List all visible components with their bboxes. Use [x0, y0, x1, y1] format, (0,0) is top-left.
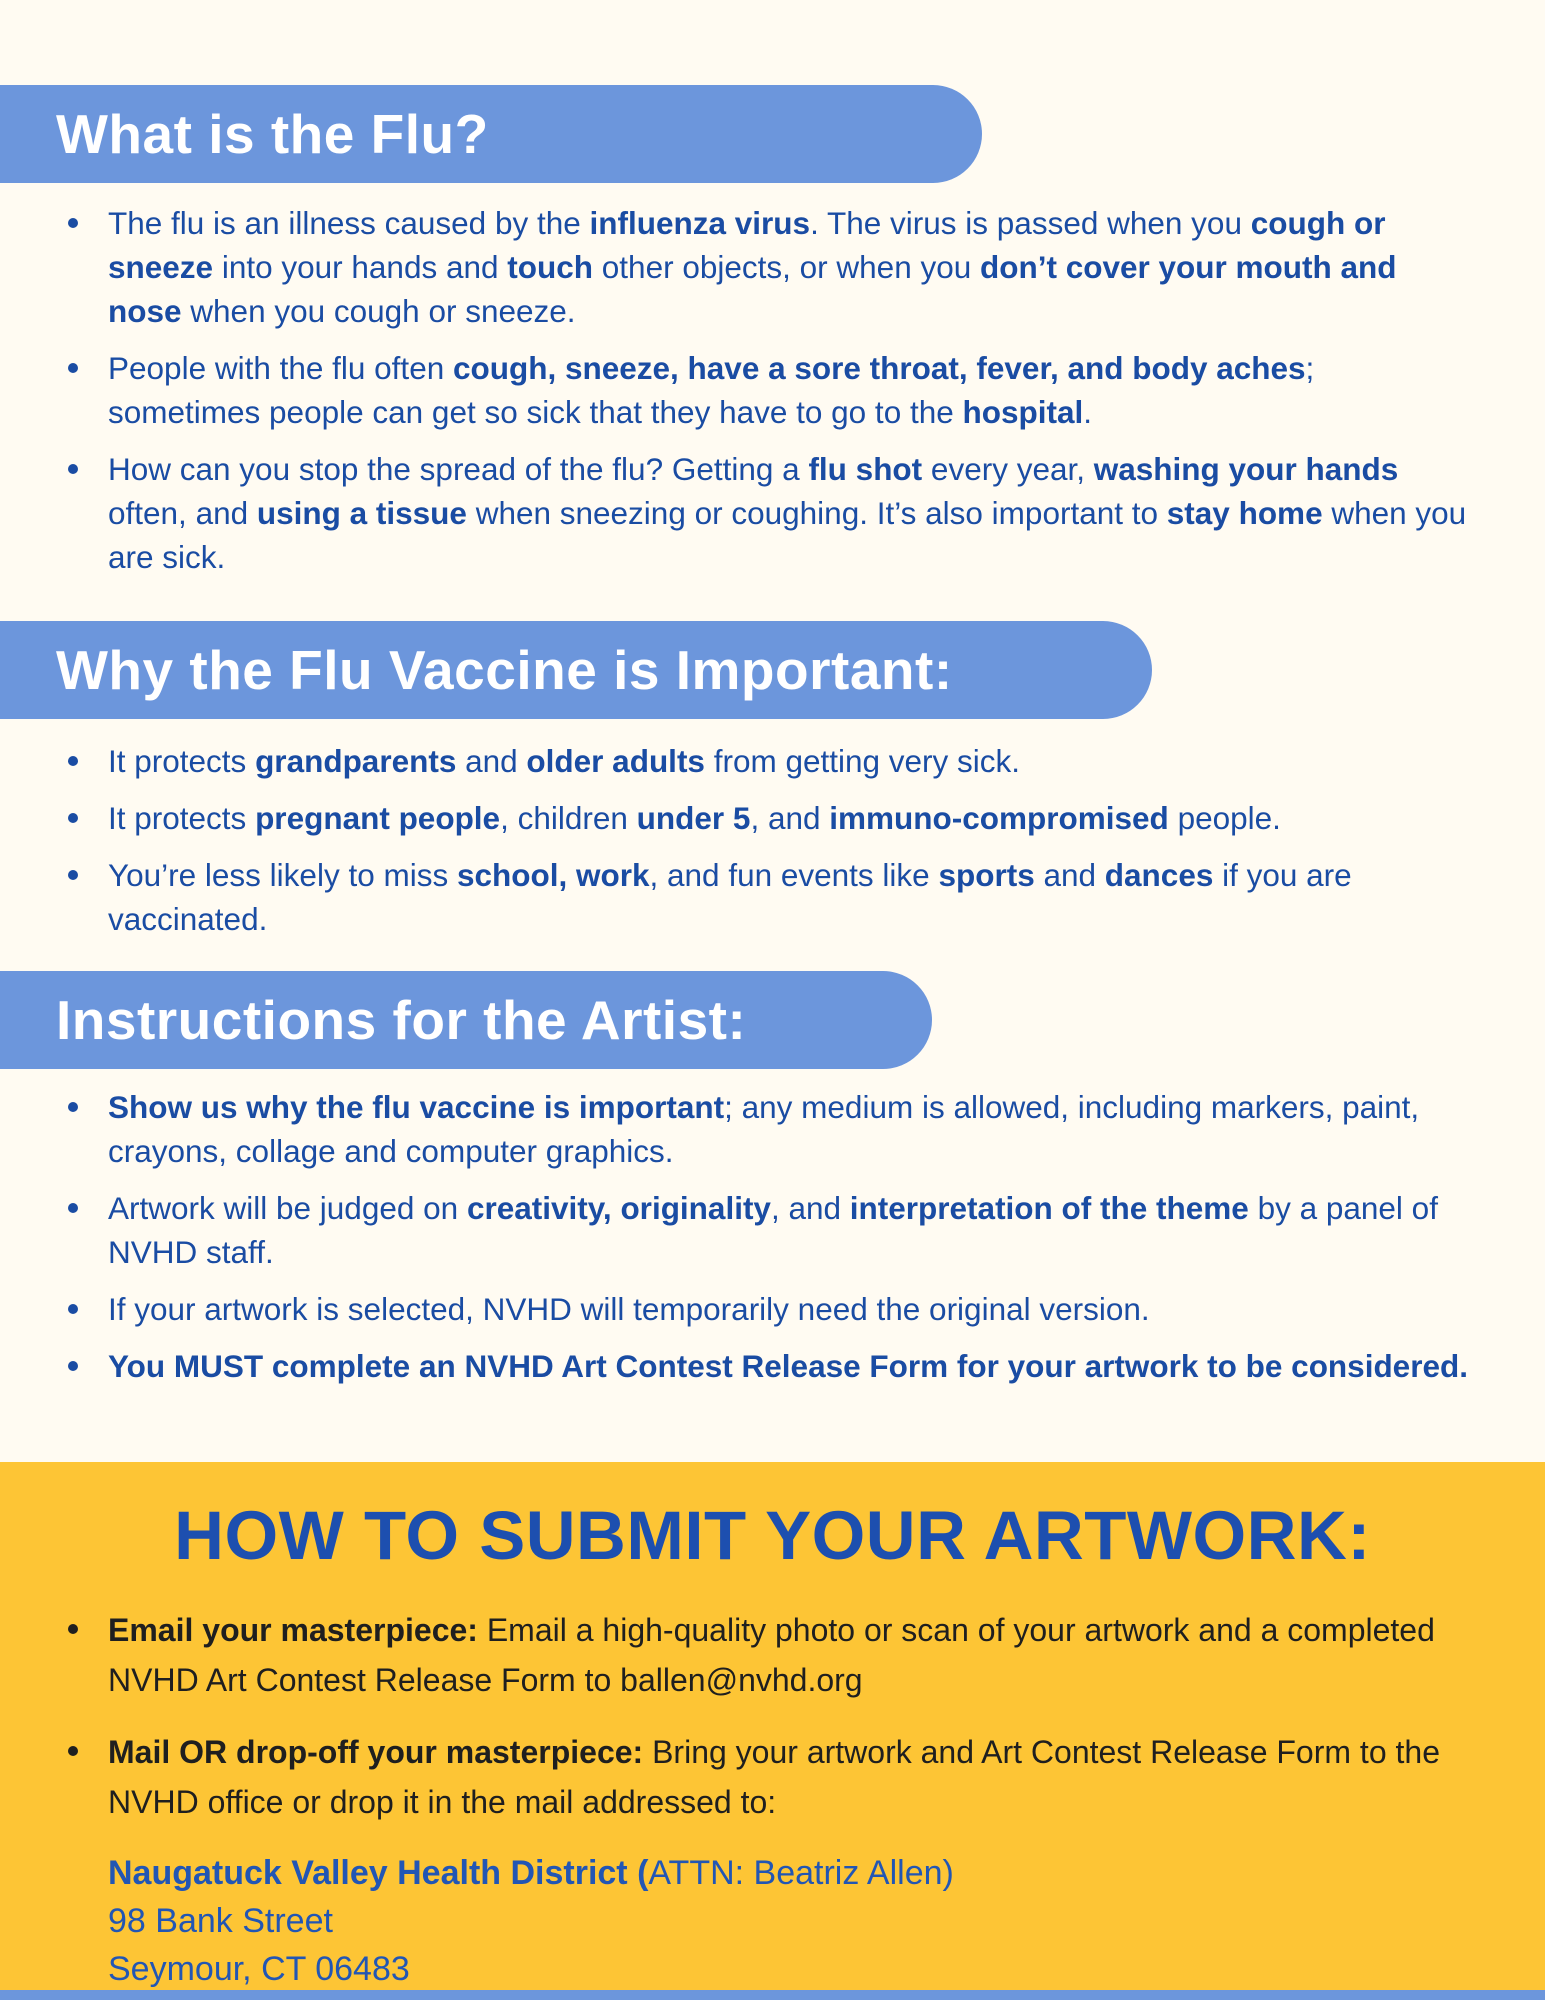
bullet-text: Mail OR drop-off your masterpiece: Bring your artwork and Art Contest Release Form to the NVHD office or drop it in the mail addressed to:: [108, 1734, 1440, 1820]
bullet-text: You’re less likely to miss school, work, and fun events like sports and dances if you are vaccinated.: [108, 857, 1352, 937]
header-bar-why-vaccine-important: [0, 621, 1152, 719]
bullet-dot: [68, 1624, 78, 1634]
header-bar-instructions-artist: [0, 971, 932, 1069]
flu-facts-list: [0, 201, 1545, 579]
submission-options-list: [0, 1605, 1545, 1827]
section-title: Instructions for the Artist:: [56, 989, 747, 1051]
section-title: What is the Flu?: [56, 103, 489, 165]
bullet-text: If your artwork is selected, NVHD will temporarily need the original version.: [108, 1291, 1150, 1327]
list-item: [62, 1085, 1473, 1173]
list-item: [62, 1344, 1473, 1388]
bottom-accent-strip: [0, 1990, 1545, 2000]
address-line-recipient: Naugatuck Valley Health District (ATTN: Beatriz Allen): [108, 1854, 954, 1892]
list-item: [62, 739, 1473, 783]
section-why-vaccine-important: [0, 621, 1545, 941]
list-item: [62, 1186, 1473, 1274]
section-what-is-the-flu: [0, 85, 1545, 579]
bullet-text: Email your masterpiece: Email a high-quality photo or scan of your artwork and a completed NVHD Art Contest Release Form to ballen@nvhd.org: [108, 1612, 1435, 1698]
list-item: [62, 346, 1473, 434]
bullet-text: How can you stop the spread of the flu? Getting a flu shot every year, washing your hands often, and using a tissue when sneezing or coughing. It’s also important to stay home when you are sick.: [108, 451, 1467, 575]
mailing-address: [108, 1849, 1545, 1993]
list-item: [62, 447, 1473, 579]
submit-title: HOW TO SUBMIT YOUR ARTWORK:: [174, 1497, 1371, 1574]
bullet-text: It protects grandparents and older adults from getting very sick.: [108, 743, 1021, 779]
bullet-text: Show us why the flu vaccine is important; any medium is allowed, including markers, paint, crayons, collage and computer graphics.: [108, 1089, 1420, 1169]
bullet-dot: [68, 1203, 78, 1213]
bullet-dot: [68, 1361, 78, 1371]
bullet-text: It protects pregnant people, children under 5, and immuno-compromised people.: [108, 800, 1281, 836]
bullet-dot: [68, 363, 78, 373]
bullet-dot: [68, 870, 78, 880]
bullet-text: People with the flu often cough, sneeze, have a sore throat, fever, and body aches; sometimes people can get so sick that they have to go to the hospital.: [108, 350, 1315, 430]
bullet-text: The flu is an illness caused by the influenza virus. The virus is passed when you cough or sneeze into your hands and touch other objects, or when you don’t cover your mouth and nose when you cough or sneeze.: [108, 205, 1397, 329]
bullet-dot: [68, 464, 78, 474]
bullet-dot: [68, 1102, 78, 1112]
vaccine-benefits-list: [0, 739, 1545, 941]
header-bar-what-is-the-flu: [0, 85, 982, 183]
artist-instructions-list: [0, 1085, 1545, 1388]
section-instructions-artist: [0, 971, 1545, 1388]
list-item: [62, 201, 1473, 333]
list-item: [62, 796, 1473, 840]
list-item: [62, 1287, 1473, 1331]
list-item: [62, 1605, 1485, 1705]
bullet-dot: [68, 756, 78, 766]
bullet-text: You MUST complete an NVHD Art Contest Release Form for your artwork to be considered.: [108, 1348, 1468, 1384]
bullet-dot: [68, 1304, 78, 1314]
bullet-dot: [68, 813, 78, 823]
address-line-city: Seymour, CT 06483: [108, 1950, 410, 1988]
list-item: [62, 1727, 1485, 1827]
bullet-dot: [68, 218, 78, 228]
bullet-dot: [68, 1746, 78, 1756]
list-item: [62, 853, 1473, 941]
bullet-text: Artwork will be judged on creativity, originality, and interpretation of the theme by a panel of NVHD staff.: [108, 1190, 1438, 1270]
address-line-street: 98 Bank Street: [108, 1902, 333, 1940]
section-how-to-submit: [0, 1462, 1545, 2000]
section-title: Why the Flu Vaccine is Important:: [56, 639, 953, 701]
